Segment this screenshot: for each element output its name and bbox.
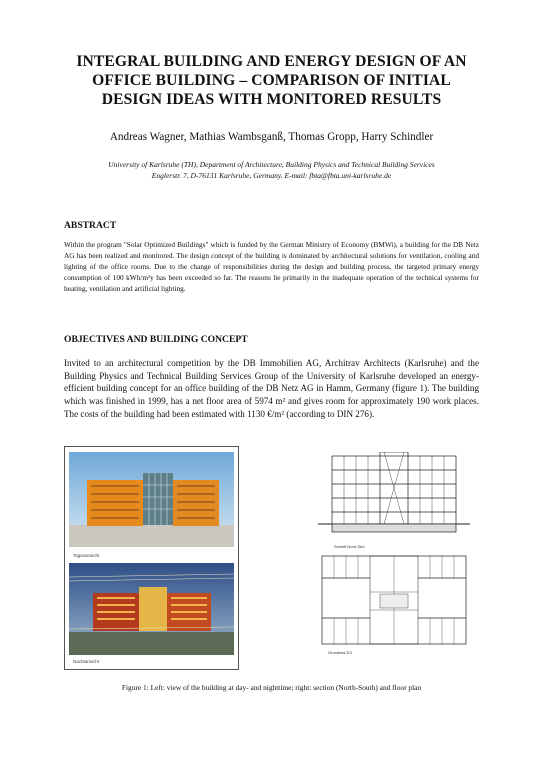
section-heading: OBJECTIVES AND BUILDING CONCEPT	[64, 334, 248, 345]
title-line-1: INTEGRAL BUILDING AND ENERGY DESIGN OF AN	[76, 53, 467, 70]
section-and-floor-plan	[314, 452, 472, 658]
author-list: Andreas Wagner, Mathias Wambsganß, Thomas Gropp, Harry Schindler	[109, 131, 434, 143]
photo-illustration	[65, 447, 238, 669]
day-photo-label: Tagesansicht	[73, 553, 100, 558]
section-label: Schnitt Nord-Süd	[334, 544, 365, 549]
building-photos	[64, 446, 239, 670]
paper-title	[40, 52, 503, 109]
day-photo	[69, 452, 234, 561]
abstract-text: Within the program "Solar Optimized Buildings" which is funded by the German Ministry of Economy (BMWi), a building for the DB Netz AG has been realized and monitored. The design concept of the building is dominated by architectural solutions for ventilation, cooling and lighting of the office rooms. Due to the change of responsibilities during the design and building process, the targeted primary energy consumption of 100 kWh/m²y has been exceeded so far. The reasons lie primarily in the inadequate operation of the technical systems for heating, ventilation and artificial lighting.	[64, 240, 479, 294]
title-line-3: DESIGN IDEAS WITH MONITORED RESULTS	[101, 91, 442, 108]
abstract-heading: ABSTRACT	[64, 220, 117, 231]
affiliation-line-1: University of Karlsruhe (TH), Department of Architecture, Building Physics and Technical Building Services	[108, 160, 435, 169]
figure-caption: Figure 1: Left: view of the building at day- and nighttime; right: section (North-South) and floor plan	[121, 683, 422, 692]
night-photo	[69, 563, 234, 666]
floor-plan	[322, 556, 466, 644]
title-line-2: OFFICE BUILDING – COMPARISON OF INITIAL	[92, 72, 451, 89]
affiliation-line-2: Englerstr. 7, D-76131 Karlsruhe, Germany. E-mail: fbta@fbta.uni-karlsruhe.de	[151, 171, 392, 180]
building-section	[318, 452, 470, 532]
plan-label: Grundriss EG	[328, 650, 353, 655]
plan-drawing	[314, 452, 472, 658]
affiliation	[40, 159, 503, 181]
night-photo-label: Nachtansicht	[73, 659, 100, 664]
section-body-text: Invited to an architectural competition by the DB Immobilien AG, Architrav Architects (Karlsruhe) and the Building Physics and Technical Building Services Group of the University of Karlsruhe developed an energy-efficient building concept for an office building of the DB Netz AG in Hamm, Germany (figure 1). The building which was finished in 1999, has a net floor area of 5974 m² and gives room for approximately 190 work places. The costs of the building had been estimated with 1130 €/m² (according to DIN 276).	[64, 358, 479, 419]
